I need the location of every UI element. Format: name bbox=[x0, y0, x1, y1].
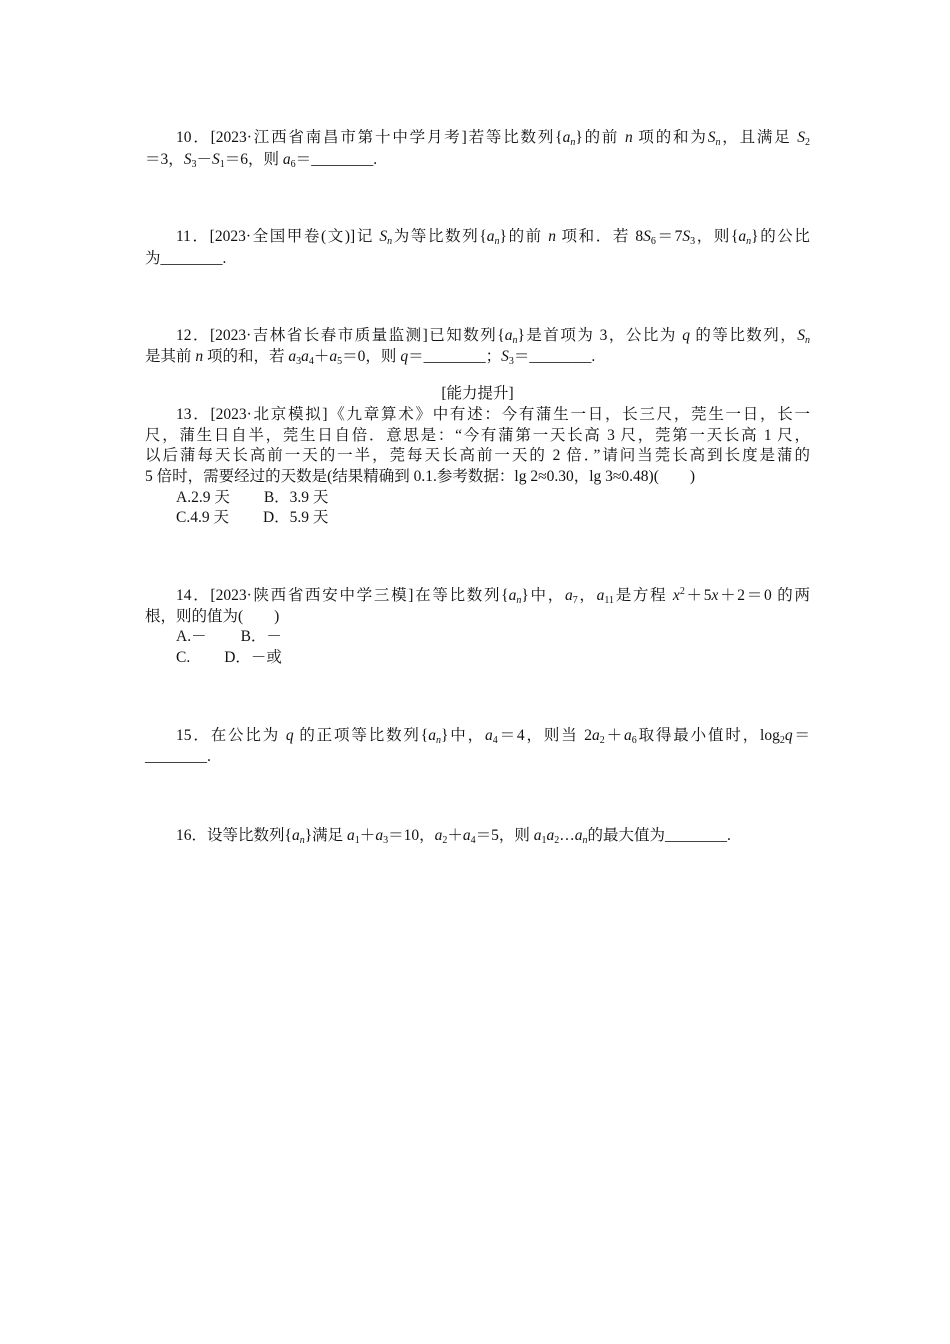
section-heading: [能力提升] bbox=[441, 385, 514, 402]
q14-option-c[interactable]: C. bbox=[176, 649, 191, 666]
q12-number: 12 bbox=[176, 327, 192, 344]
q13-line-2: 尺，蒲生日自半，莞生日自倍．意思是：“今有蒲第一天长高 3 尺，莞第一天长高 1 尺， bbox=[145, 427, 810, 444]
q14-option-d[interactable]: D．－或 bbox=[224, 649, 282, 666]
q13-line-3: 以后蒲每天长高前一天的一半，莞每天长高前一天的 2 倍．”请问当莞长高到长度是蒲的 bbox=[145, 447, 810, 464]
q16-number: 16 bbox=[176, 827, 192, 844]
q11-source: [2023·全国甲卷(文)] bbox=[209, 228, 356, 245]
q14-options-row-1 bbox=[176, 627, 841, 647]
q14-number: 14 bbox=[176, 587, 192, 604]
q12-answer-blank-s3[interactable]: ________ bbox=[529, 348, 592, 365]
q13-option-d[interactable]: D．5.9 天 bbox=[262, 509, 329, 526]
q13-line-1: 13．[2023·北京模拟]《九章算术》中有述：今有蒲生一日，长三尺，莞生一日，长一 bbox=[176, 406, 810, 423]
q10-answer-blank[interactable]: ________ bbox=[311, 151, 374, 168]
q15-line-1: 15．在公比为 q 的正项等比数列$\{a_n\}$中，$a_4=4$，则当 $2a_2+a_6$取得最小值时，$\log_2q=$ bbox=[176, 727, 810, 746]
q13-option-b[interactable]: B．3.9 天 bbox=[263, 489, 329, 506]
q11-line-1: 11．[2023·全国甲卷(文)]记 $S_n$为等比数列$\{a_n\}$的前 n 项和．若 $8S_6=7S_3$，则$\{a_n\}$的公比 bbox=[176, 228, 810, 247]
q16-answer-blank[interactable]: ________ bbox=[665, 827, 727, 844]
q13-options-row-1 bbox=[176, 488, 841, 508]
q14-source: [2023·陕西省西安中学三模] bbox=[210, 587, 414, 604]
q11-answer-blank[interactable]: ________ bbox=[160, 250, 223, 267]
q10-source: [2023·江西省南昌市第十中学月考] bbox=[210, 129, 467, 146]
q14-option-a[interactable]: A.－ bbox=[176, 628, 207, 645]
q12-answer-blank-q[interactable]: ________ bbox=[423, 348, 486, 365]
q15-number: 15 bbox=[176, 727, 192, 744]
q13-option-a[interactable]: A.2.9 天 bbox=[176, 489, 230, 506]
q10-number: 10 bbox=[176, 129, 192, 146]
q16-line-1: 16．设等比数列$\{a_n\}$满足 $a_1+a_3=10$，$a_2+a_4=5$，则 $a_1a_2\dots a_n$的最大值为________. bbox=[176, 827, 731, 846]
q13-option-c[interactable]: C.4.9 天 bbox=[176, 509, 229, 526]
q14-options-row-2 bbox=[176, 648, 841, 668]
q12-line-1: 12．[2023·吉林省长春市质量监测]已知数列$\{a_n\}$是首项为 3，公比为 q 的等比数列，$S_n$ bbox=[176, 327, 811, 346]
q14-option-b[interactable]: B．－ bbox=[240, 628, 282, 645]
q12-source: [2023·吉林省长春市质量监测] bbox=[209, 327, 428, 344]
q13-number: 13 bbox=[176, 406, 192, 423]
q14-line-2: 根，则的值为( ) bbox=[145, 608, 280, 625]
q13-line-4: 5 倍时，需要经过的天数是(结果精确到 0.1.参考数据：lg 2≈0.30，lg 3≈0.48)( ) bbox=[145, 468, 696, 485]
q15-line-2: ________. bbox=[145, 748, 211, 765]
q11-number: 11 bbox=[176, 228, 191, 245]
q15-answer-blank[interactable]: ________ bbox=[145, 748, 207, 765]
q10-line-2: ＝3，$S_3-S_1=6$，则 $a_6=\_\_\_\_\_\_\_\_$. bbox=[145, 151, 378, 170]
q11-line-2: 为________. bbox=[145, 250, 227, 267]
q10-line-1: 10．[2023·江西省南昌市第十中学月考]若等比数列$\{a_n\}$的前 n 项的和为$S_n$，且满足 $S_2$ bbox=[176, 129, 810, 148]
q13-source: [2023·北京模拟] bbox=[210, 406, 328, 423]
q14-line-1: 14．[2023·陕西省西安中学三模]在等比数列$\{a_n\}$中，$a_7$，$a_{11}$是方程 $x^2+5x+2=0$ 的两 bbox=[176, 586, 810, 606]
q13-options-row-2 bbox=[176, 508, 841, 528]
q12-line-2: 是其前 n 项的和，若 $a_3a_4+a_5=0$，则 q＝________；$S_3=\_\_\_\_\_\_\_\_$. bbox=[145, 348, 596, 367]
